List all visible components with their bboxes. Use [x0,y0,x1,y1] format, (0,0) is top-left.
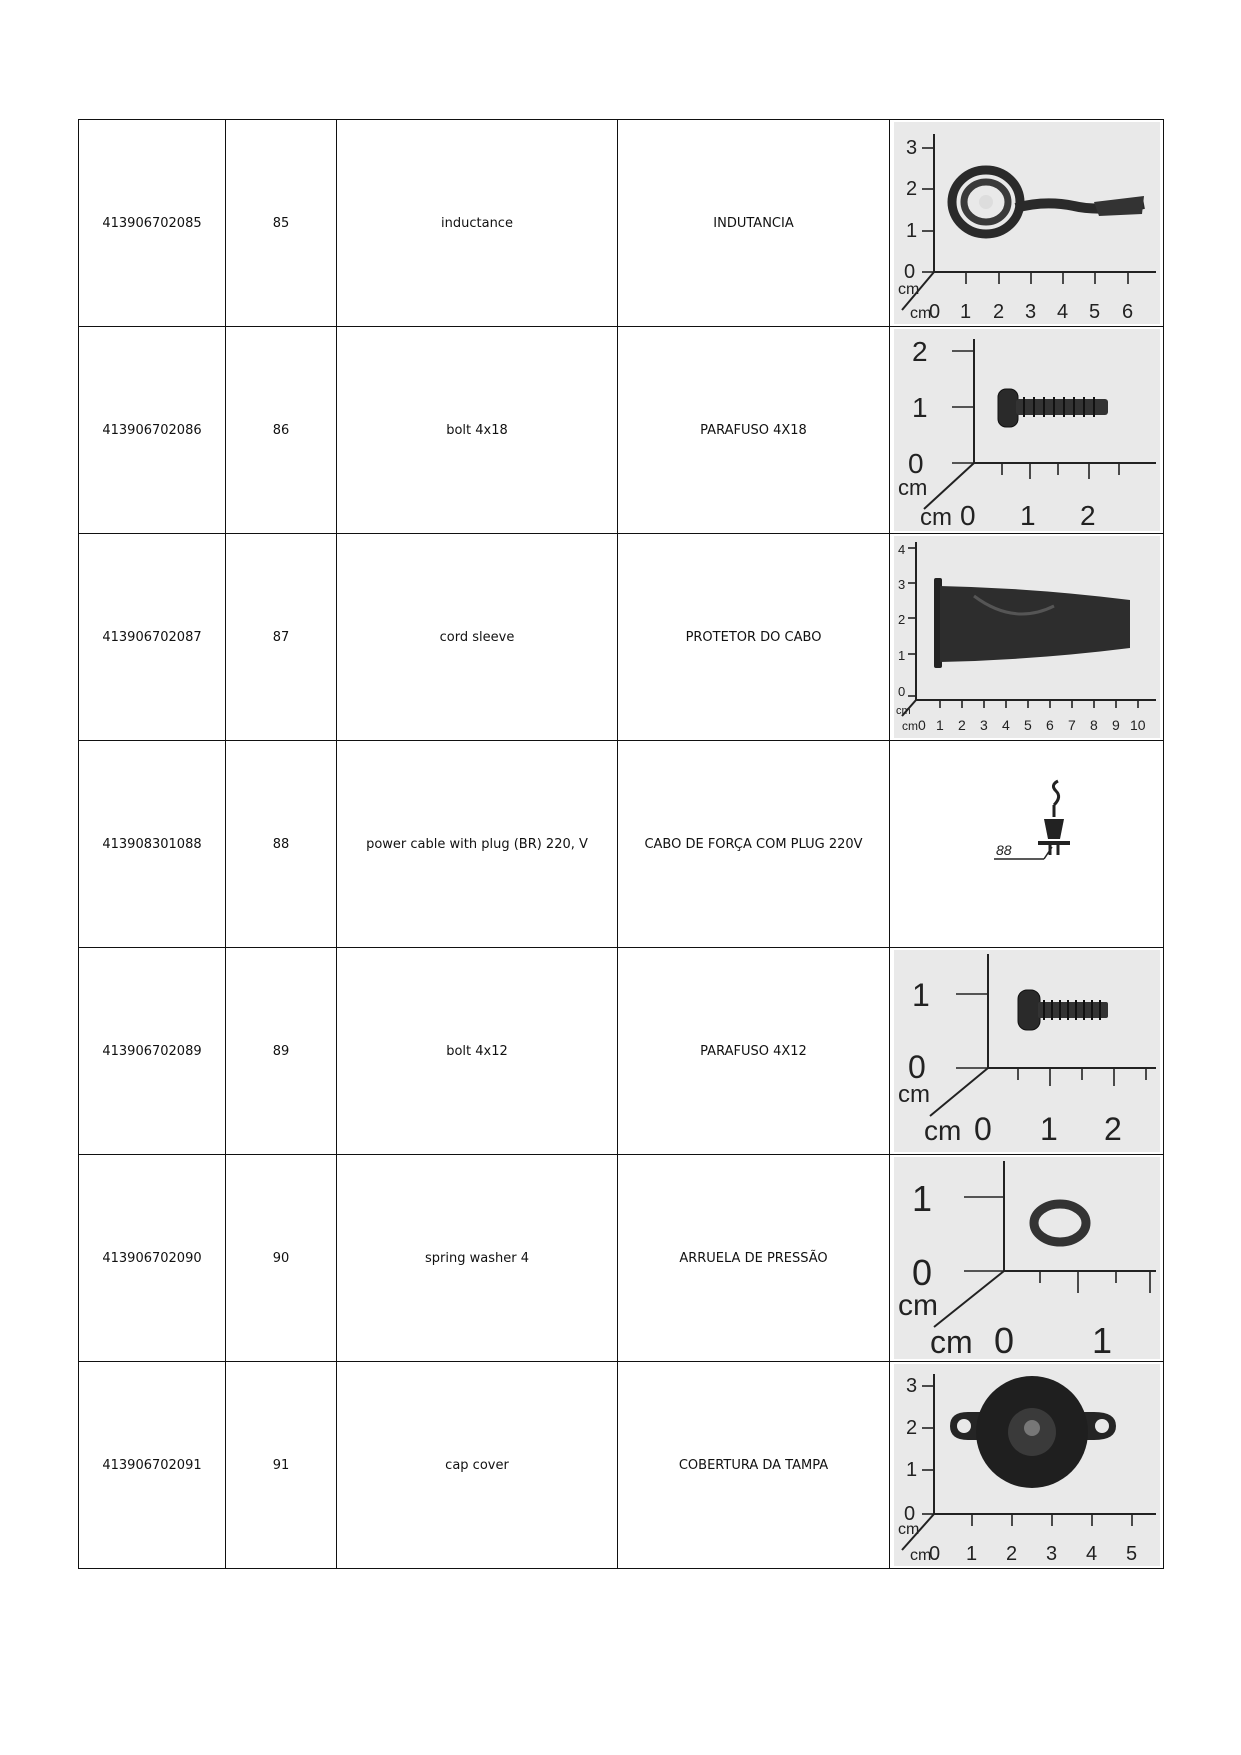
unit-label: cm [923,1115,961,1146]
unit-label: cm [897,1081,930,1108]
description-pt-cell: PARAFUSO 4X18 [618,327,890,534]
description-pt-cell: PARAFUSO 4X12 [618,948,890,1155]
x-tick-label: 4 [1056,301,1068,323]
table-row [79,1362,1164,1569]
y-tick-label: 3 [897,577,905,592]
part-code-cell: 413906702085 [79,120,226,327]
part-code-cell: 413906702091 [79,1362,226,1569]
unit-label: cm [909,1547,931,1564]
y-tick-label: 1 [911,977,930,1013]
y-tick-label: 2 [911,336,928,367]
part-code-cell: 413906702090 [79,1155,226,1362]
table-row [79,1155,1164,1362]
x-tick-label: 2 [1103,1111,1122,1147]
part-code-cell: 413906702086 [79,327,226,534]
x-tick-label: 3 [1024,301,1036,323]
y-tick-label: 0 [897,684,905,699]
table-row [79,948,1164,1155]
part-image-cell [890,120,1164,327]
part-image-cell [890,741,1164,948]
x-tick-label: 1 [935,717,944,733]
y-tick-label: 1 [911,1178,932,1219]
part-image-cell [890,948,1164,1155]
x-tick-label: 0 [973,1111,992,1147]
x-tick-label: 2 [992,301,1004,323]
description-en-cell: spring washer 4 [337,1155,618,1362]
part-code-cell: 413908301088 [79,741,226,948]
y-tick-label: 1 [905,1459,917,1481]
x-tick-label: 0 [928,1543,940,1565]
x-tick-label: 1 [959,301,971,323]
x-tick-label: 0 [959,500,976,531]
bolt-photo [894,329,1160,531]
y-tick-label: 2 [905,1417,917,1439]
description-pt-cell: PROTETOR DO CABO [618,534,890,741]
description-en-cell: inductance [337,120,618,327]
y-tick-label: 0 [907,1049,926,1085]
x-tick-label: 8 [1089,717,1098,733]
unit-label: cm [909,305,931,322]
description-en-cell: cap cover [337,1362,618,1569]
position-cell: 89 [226,948,337,1155]
unit-label: cm [929,1324,973,1359]
x-tick-label: 5 [1088,301,1100,323]
x-tick-label: 5 [1023,717,1032,733]
table-row [79,120,1164,327]
y-tick-label: 1 [905,220,917,242]
y-tick-label: 0 [903,1503,915,1525]
y-tick-label: 1 [911,392,928,423]
unit-label: cm [897,1289,938,1322]
part-code-cell: 413906702089 [79,948,226,1155]
unit-label: cm [895,705,911,717]
part-code-cell: 413906702087 [79,534,226,741]
x-tick-label: 2 [1079,500,1096,531]
table-row [79,534,1164,741]
position-cell: 91 [226,1362,337,1569]
unit-label: cm [897,281,919,298]
position-cell: 85 [226,120,337,327]
x-tick-label: 1 [1091,1320,1112,1359]
description-en-cell: power cable with plug (BR) 220, V [337,741,618,948]
part-image-cell [890,534,1164,741]
part-image-cell [890,1362,1164,1569]
position-cell: 86 [226,327,337,534]
parts-table [78,119,1164,1569]
description-pt-cell: ARRUELA DE PRESSÃO [618,1155,890,1362]
x-tick-label: 4 [1001,717,1010,733]
position-cell: 90 [226,1155,337,1362]
x-tick-label: 2 [1005,1543,1017,1565]
x-tick-label: 6 [1045,717,1054,733]
position-cell: 88 [226,741,337,948]
position-cell: 87 [226,534,337,741]
cap-cover-photo [894,1364,1160,1566]
x-tick-label: 0 [928,301,940,323]
part-image-cell [890,327,1164,534]
description-pt-cell: CABO DE FORÇA COM PLUG 220V [618,741,890,948]
x-tick-label: 1 [965,1543,977,1565]
part-image-cell [890,1155,1164,1362]
x-tick-label: 1 [1039,1111,1058,1147]
description-en-cell: bolt 4x18 [337,327,618,534]
x-tick-label: 2 [957,717,966,733]
description-pt-cell: COBERTURA DA TAMPA [618,1362,890,1569]
x-tick-label: 5 [1125,1543,1137,1565]
x-tick-label: 0 [917,717,926,733]
x-tick-label: 7 [1067,717,1076,733]
y-tick-label: 3 [905,1375,917,1397]
unit-label: cm [897,1521,919,1538]
y-tick-label: 0 [903,261,915,283]
y-tick-label: 0 [911,1252,932,1293]
y-tick-label: 0 [907,448,924,479]
inductance-coil-photo [894,122,1160,324]
x-tick-label: 10 [1129,717,1146,733]
x-tick-label: 9 [1111,717,1120,733]
y-tick-label: 1 [897,648,905,663]
x-tick-label: 4 [1085,1543,1097,1565]
x-tick-label: 1 [1019,500,1036,531]
x-tick-label: 3 [979,717,988,733]
description-pt-cell: INDUTANCIA [618,120,890,327]
x-tick-label: 3 [1045,1543,1057,1565]
callout-label: 88 [995,842,1012,858]
x-tick-label: 0 [993,1320,1014,1359]
unit-label: cm [901,719,918,733]
y-tick-label: 4 [897,542,905,557]
table-row [79,741,1164,948]
y-tick-label: 3 [905,137,917,159]
table-row [79,327,1164,534]
description-en-cell: cord sleeve [337,534,618,741]
unit-label: cm [897,475,927,500]
spring-washer-photo [894,1157,1160,1359]
power-cable-drawing [894,743,1160,945]
x-tick-label: 6 [1121,301,1133,323]
unit-label: cm [919,504,952,531]
description-en-cell: bolt 4x12 [337,948,618,1155]
bolt-photo [894,950,1160,1152]
y-tick-label: 2 [905,178,917,200]
cord-sleeve-photo [894,536,1160,738]
y-tick-label: 2 [897,612,905,627]
